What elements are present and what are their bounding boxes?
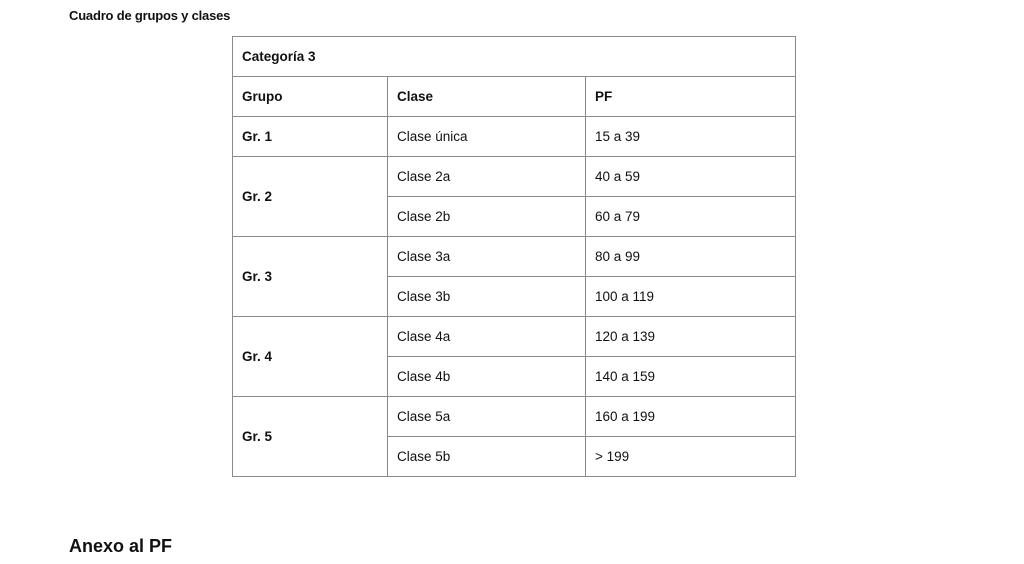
group-cell: Gr. 5 xyxy=(233,397,388,477)
class-cell: Clase 3b xyxy=(388,277,586,317)
pf-cell: 140 a 159 xyxy=(586,357,796,397)
class-cell: Clase 5a xyxy=(388,397,586,437)
pf-cell: 40 a 59 xyxy=(586,157,796,197)
class-cell: Clase 4a xyxy=(388,317,586,357)
pf-cell: 100 a 119 xyxy=(586,277,796,317)
class-cell: Clase 4b xyxy=(388,357,586,397)
pf-cell: > 199 xyxy=(586,437,796,477)
document-heading: Cuadro de grupos y clases xyxy=(69,8,231,23)
pf-cell: 160 a 199 xyxy=(586,397,796,437)
group-cell: Gr. 3 xyxy=(233,237,388,317)
table-row xyxy=(233,237,796,277)
class-cell: Clase 2a xyxy=(388,157,586,197)
table-row xyxy=(233,117,796,157)
class-cell: Clase 3a xyxy=(388,237,586,277)
class-cell: Clase 5b xyxy=(388,437,586,477)
table-row xyxy=(233,397,796,437)
pf-cell: 60 a 79 xyxy=(586,197,796,237)
column-header-grupo: Grupo xyxy=(233,77,388,117)
table-header-row xyxy=(233,77,796,117)
table-row xyxy=(233,317,796,357)
annex-section-title: Anexo al PF xyxy=(69,536,173,556)
class-cell: Clase 2b xyxy=(388,197,586,237)
group-cell: Gr. 4 xyxy=(233,317,388,397)
pf-cell: 80 a 99 xyxy=(586,237,796,277)
table-caption: Categoría 3 xyxy=(233,37,796,77)
class-cell: Clase única xyxy=(388,117,586,157)
pf-cell: 15 a 39 xyxy=(586,117,796,157)
table-row xyxy=(233,157,796,197)
column-header-pf: PF xyxy=(586,77,796,117)
group-cell: Gr. 1 xyxy=(233,117,388,157)
pf-cell: 120 a 139 xyxy=(586,317,796,357)
column-header-clase: Clase xyxy=(388,77,586,117)
groups-classes-table xyxy=(232,36,796,477)
table-caption-row xyxy=(233,37,796,77)
group-cell: Gr. 2 xyxy=(233,157,388,237)
